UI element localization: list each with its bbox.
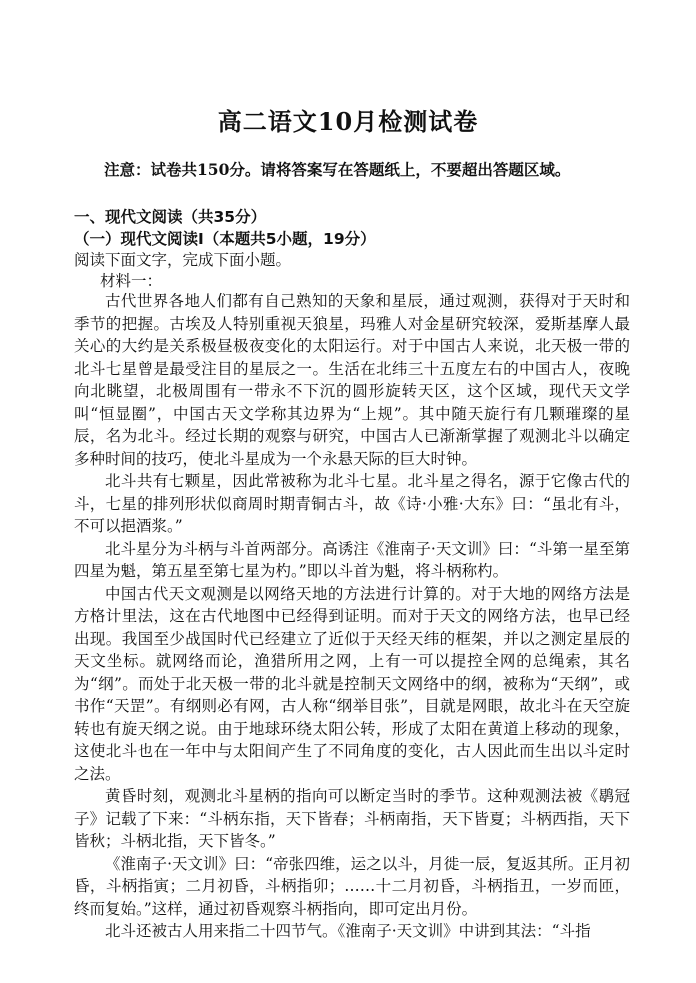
- subsection-heading-reading-1: （一）现代文阅读Ⅰ（本题共5小题，19分）: [74, 230, 376, 248]
- paragraph: 北斗星分为斗柄与斗首两部分。高诱注《淮南子·天文训》曰：“斗第一星至第四星为魁，第五星至第七星为杓。”即以斗首为魁，将斗柄称杓。: [74, 539, 630, 580]
- paragraph: 《淮南子·天文训》曰：“帝张四维，运之以斗，月徙一辰，复返其所。正月初昏，斗柄指寅；二月初昏，斗柄指卯；……十二月初昏，斗柄指丑，一岁而匝，终而复始。”这样，通过初昏观察斗柄指向，即可定出月份。: [74, 854, 630, 918]
- material-body: [74, 290, 630, 943]
- exam-notice: 注意：试卷共150分。请将答案写在答题纸上，不要超出答题区域。: [104, 160, 571, 179]
- paragraph: 黄昏时刻，观测北斗星柄的指向可以断定当时的季节。这种观测法被《鹖冠子》记载了下来：“斗柄东指，天下皆春；斗柄南指，天下皆夏；斗柄西指，天下皆秋；斗柄北指，天下皆冬。”: [74, 787, 630, 850]
- exam-title: 高二语文10月检测试卷: [217, 107, 479, 136]
- paragraph: 北斗还被古人用来指二十四节气。《淮南子·天文训》中讲到其法：“斗指: [105, 922, 591, 940]
- paragraph: 古代世界各地人们都有自己熟知的天象和星辰，通过观测，获得对于天时和季节的把握。古埃及人特别重视天狼星，玛雅人对金星研究较深，爱斯基摩人最关心的大约是关系极昼极夜变化的太阳运行。对于中国古人来说，北天极一带的北斗七星曾是最受注目的星辰之一。生活在北纬三十五度左右的中国古人，夜晚向北眺望，北极周围有一带永不下沉的圆形旋转天区，这个区域，现代天文学叫“恒显圈”，中国古天文学称其边界为“上规”。其中随天旋行有几颗璀璨的星辰，名为北斗。经过长期的观察与研究，中国古人已渐渐掌握了观测北斗以确定多种时间的技巧，使北斗星成为一个永悬天际的巨大时钟。: [74, 292, 630, 468]
- section-heading-modern-reading: 一、现代文阅读（共35分）: [74, 208, 267, 226]
- reading-instruction: 阅读下面文字，完成下面小题。: [74, 251, 292, 269]
- paragraph: 北斗共有七颗星，因此常被称为北斗七星。北斗星之得名，源于它像古代的斗，七星的排列形状似商周时期青铜古斗，故《诗·小雅·大东》曰：“虽北有斗，不可以挹酒浆。”: [74, 472, 630, 535]
- paragraph: 中国古代天文观测是以网络天地的方法进行计算的。对于大地的网络方法是方格计里法，这在古代地图中已经得到证明。而对于天文的网络方法，也早已经出现。我国至少战国时代已经建立了近似于天经天纬的框架，并以之测定星辰的天文坐标。就网络而论，渔猎所用之网，上有一可以提控全网的总绳索，其名为“纲”。而处于北天极一带的北斗就是控制天文网络中的纲，被称为“天纲”，或书作“天罡”。有纲则必有网，古人称“纲举目张”，目就是网眼，故北斗在天空旋转也有旋天纲之说。由于地球环绕太阳公转，形成了太阳在黄道上移动的现象，这使北斗也在一年中与太阳间产生了不同角度的变化，古人因此而生出以斗定时之法。: [74, 584, 630, 783]
- material-label: 材料一：: [100, 272, 163, 290]
